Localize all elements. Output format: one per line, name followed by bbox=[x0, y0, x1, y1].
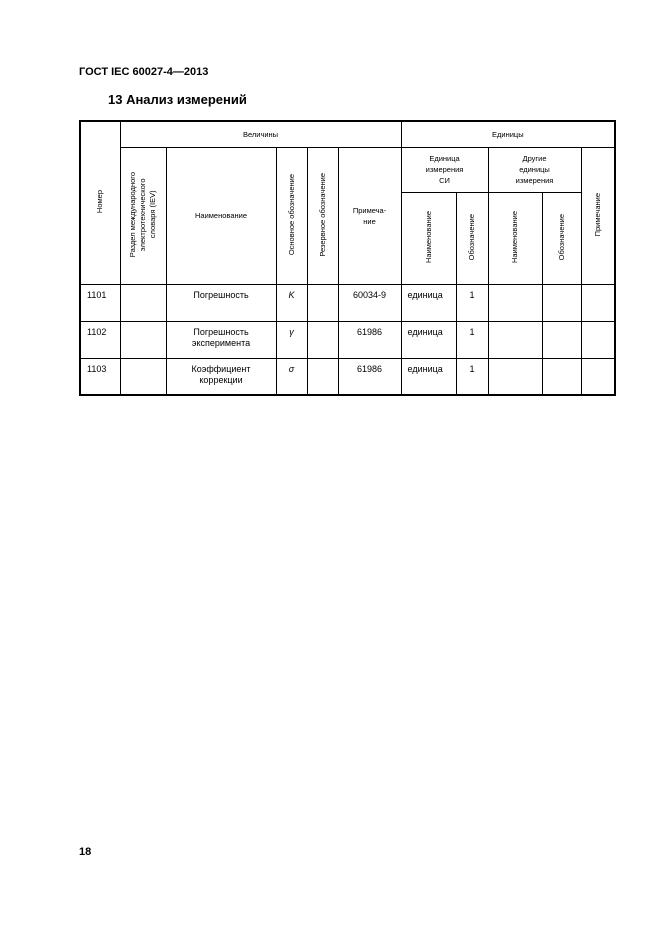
header-si-unit-label: Единица измерения СИ bbox=[425, 154, 464, 185]
header-units-note bbox=[581, 147, 615, 284]
row-si-name: единица bbox=[401, 321, 456, 358]
header-quantities bbox=[120, 121, 401, 147]
header-iev-section bbox=[120, 147, 166, 284]
header-reserve-symbol-label: Резервное обозначение bbox=[317, 172, 327, 257]
header-other-symbol bbox=[542, 192, 581, 284]
header-si-name bbox=[401, 192, 456, 284]
row-unit-note bbox=[581, 284, 615, 321]
row-other-name bbox=[488, 284, 542, 321]
measurement-analysis-table bbox=[79, 120, 616, 396]
header-si-unit bbox=[401, 147, 488, 192]
row-si-symbol: 1 bbox=[456, 284, 488, 321]
row-si-symbol: 1 bbox=[456, 358, 488, 395]
row-number: 1103 bbox=[80, 358, 120, 395]
header-name bbox=[166, 147, 276, 284]
row-symbol: σ bbox=[276, 358, 307, 395]
row-other-symbol bbox=[542, 321, 581, 358]
row-unit-note bbox=[581, 321, 615, 358]
header-main-symbol-label: Основное обозначение bbox=[286, 173, 296, 256]
row-other-symbol bbox=[542, 358, 581, 395]
header-quantities-label: Величины bbox=[242, 129, 279, 139]
row-name: Погрешность bbox=[166, 284, 276, 321]
header-name-label: Наименование bbox=[195, 211, 247, 220]
header-si-name-label: Наименование bbox=[423, 211, 433, 263]
header-other-units-label: Другие единицы измерения bbox=[515, 154, 554, 185]
header-number bbox=[80, 121, 120, 284]
row-other-name bbox=[488, 321, 542, 358]
header-units-label: Единицы bbox=[492, 129, 524, 139]
header-iev-section-label: Раздел международного электротехнического словаря (IEV) bbox=[128, 171, 157, 258]
row-note: 61986 bbox=[338, 321, 401, 358]
row-iev bbox=[120, 284, 166, 321]
row-other-symbol bbox=[542, 284, 581, 321]
header-si-symbol-label: Обозначение bbox=[467, 213, 477, 261]
table-row bbox=[80, 358, 615, 395]
page-number: 18 bbox=[79, 846, 92, 858]
header-other-symbol-label: Обозначение bbox=[556, 213, 566, 261]
header-note bbox=[338, 147, 401, 284]
row-si-name: единица bbox=[401, 358, 456, 395]
header-reserve-symbol bbox=[307, 147, 338, 284]
header-si-symbol bbox=[456, 192, 488, 284]
row-reserve-symbol bbox=[307, 284, 338, 321]
row-symbol: K bbox=[276, 284, 307, 321]
header-other-name bbox=[488, 192, 542, 284]
table-row bbox=[80, 321, 615, 358]
row-number: 1101 bbox=[80, 284, 120, 321]
header-units-note-label: Примечание bbox=[592, 192, 602, 237]
row-note: 61986 bbox=[338, 358, 401, 395]
section-title: 13 Анализ измерений bbox=[108, 92, 247, 107]
row-note: 60034-9 bbox=[338, 284, 401, 321]
row-si-name: единица bbox=[401, 284, 456, 321]
header-other-units bbox=[488, 147, 581, 192]
row-reserve-symbol bbox=[307, 358, 338, 395]
row-other-name bbox=[488, 358, 542, 395]
row-name: Погрешность эксперимента bbox=[166, 321, 276, 358]
table-row bbox=[80, 284, 615, 321]
row-name: Коэффициент коррекции bbox=[166, 358, 276, 395]
header-main-symbol bbox=[276, 147, 307, 284]
header-number-label: Номер bbox=[95, 190, 105, 214]
document-code: ГОСТ IEC 60027-4—2013 bbox=[79, 66, 209, 78]
row-iev bbox=[120, 321, 166, 358]
header-note-label: Примеча- ние bbox=[352, 205, 387, 226]
row-si-symbol: 1 bbox=[456, 321, 488, 358]
row-iev bbox=[120, 358, 166, 395]
row-number: 1102 bbox=[80, 321, 120, 358]
row-unit-note bbox=[581, 358, 615, 395]
header-units bbox=[401, 121, 615, 147]
header-other-name-label: Наименование bbox=[510, 211, 520, 263]
row-symbol: γ bbox=[276, 321, 307, 358]
row-reserve-symbol bbox=[307, 321, 338, 358]
